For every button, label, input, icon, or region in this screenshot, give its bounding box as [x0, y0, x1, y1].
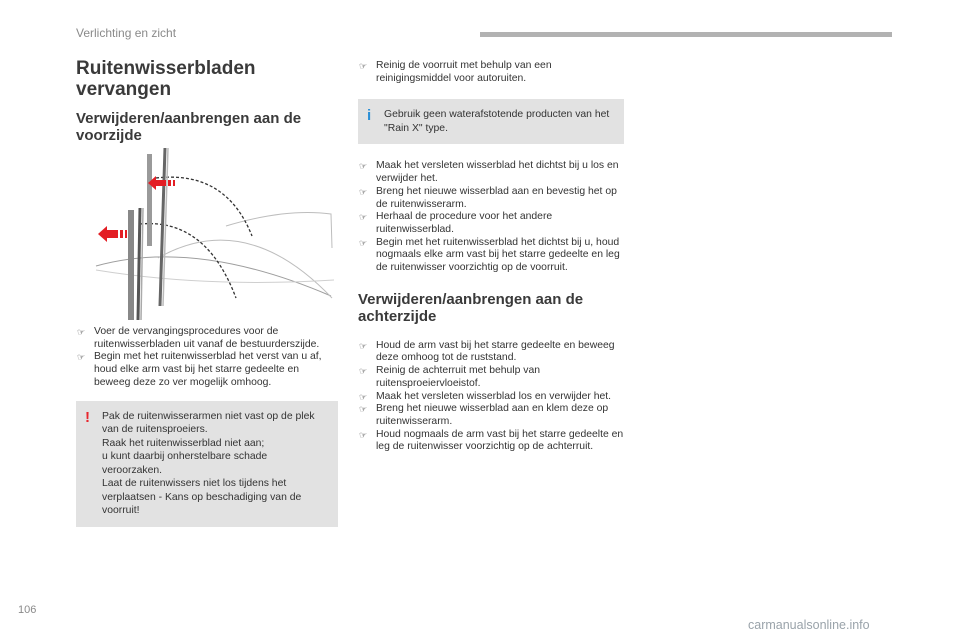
- bullet-icon: ☞: [359, 391, 368, 402]
- near-wiper-blade: [128, 210, 134, 320]
- section-title-line: Ruitenwisserbladen: [76, 58, 256, 79]
- warning-line: Laat de ruitenwissers niet los tijdens het verplaatsen - Kans op beschadiging van de voorruit!: [102, 478, 302, 517]
- page-header-title: Verlichting en zicht: [76, 26, 177, 40]
- rear-steps-list: [358, 340, 624, 454]
- section-title-line: vervangen: [76, 79, 172, 100]
- raised-wiper-blade: [147, 154, 152, 246]
- info-box: [358, 99, 624, 144]
- bullet-icon: ☞: [77, 352, 86, 363]
- list-item: ☞ Maak het versleten wisserblad los en verwijder het.: [359, 390, 612, 402]
- wiper-illustration: [76, 148, 338, 320]
- header-bar: [480, 32, 892, 37]
- list-item: ☞ Voer de vervangingsprocedures voor de ruitenwisserbladen uit vanaf de bestuurderszijde.: [77, 326, 320, 350]
- section-title: [76, 58, 338, 100]
- arrow-icon: [98, 226, 127, 242]
- warning-icon: !: [85, 408, 90, 426]
- list-item: ☞ Reinig de achterruit met behulp van ruitensproeiervloeistof.: [359, 365, 541, 389]
- warning-box: [76, 401, 338, 527]
- front-heading-line: Verwijderen/aanbrengen aan de: [76, 110, 302, 127]
- rear-heading: [358, 291, 624, 325]
- warning-line: Raak het ruitenwisserblad niet aan;: [102, 437, 265, 449]
- list-item: ☞ Houd de arm vast bij het starre gedeelte en beweeg deze omhoog tot de ruststand.: [359, 339, 615, 364]
- warning-line: Pak de ruitenwisserarmen niet vast op de plek van de ruitensproeiers.: [102, 410, 315, 436]
- rear-heading-line: Verwijderen/aanbrengen aan de: [358, 290, 584, 308]
- list-item: ☞ Breng het nieuwe wisserblad aan en bevestig het op de ruitenwisserarm.: [359, 185, 617, 210]
- list-item: ☞ Maak het versleten wisserblad het dichtst bij u los en verwijder het.: [359, 160, 619, 185]
- watermark[interactable]: carmanualsonline.info: [748, 618, 870, 632]
- list-item: ☞ Reinig de voorruit met behulp van een reinigingsmiddel voor autoruiten.: [359, 60, 552, 84]
- page-number: 106: [18, 604, 37, 616]
- front-steps-list-continued: [358, 160, 624, 274]
- right-column: [358, 58, 624, 454]
- left-column: [76, 58, 338, 527]
- info-text: Gebruik geen waterafstotende producten van het "Rain X" type.: [384, 109, 610, 134]
- info-icon: i: [367, 107, 372, 125]
- bullet-icon: ☞: [359, 366, 368, 377]
- bullet-icon: ☞: [359, 161, 368, 172]
- list-item: ☞ Begin met het ruitenwisserblad het verst van u af, houd elke arm vast bij het starre gedeelte en beweeg deze zo ver mogelijk omhoog.: [77, 351, 322, 388]
- top-steps-list: [358, 60, 624, 85]
- bullet-icon: ☞: [359, 429, 368, 440]
- list-item: ☞ Begin met het ruitenwisserblad het dichtst bij u, houd nogmaals elke arm vast bij het starre gedeelte en leg de ruitenwisser voorzichtig op de voorruit.: [359, 236, 620, 274]
- bullet-icon: ☞: [359, 340, 368, 351]
- bullet-icon: ☞: [77, 327, 86, 337]
- rear-heading-line: achterzijde: [358, 307, 437, 325]
- front-heading: [76, 110, 338, 144]
- bullet-icon: ☞: [359, 61, 368, 71]
- list-item: ☞ Herhaal de procedure voor het andere ruitenwisserblad.: [359, 211, 553, 235]
- front-steps-list: [76, 326, 338, 390]
- bullet-icon: ☞: [359, 237, 368, 248]
- bullet-icon: ☞: [359, 404, 368, 415]
- list-item: ☞ Breng het nieuwe wisserblad aan en klem deze op ruitenwisserarm.: [359, 403, 609, 427]
- warning-line: u kunt daarbij onherstelbare schade veroorzaken.: [102, 451, 268, 476]
- bullet-icon: ☞: [359, 186, 368, 197]
- bullet-icon: ☞: [359, 212, 368, 223]
- list-item: ☞ Houd nogmaals de arm vast bij het starre gedeelte en leg de ruitenwisser voorzichtig op de achterruit.: [359, 428, 624, 453]
- front-heading-line: voorzijde: [76, 127, 142, 144]
